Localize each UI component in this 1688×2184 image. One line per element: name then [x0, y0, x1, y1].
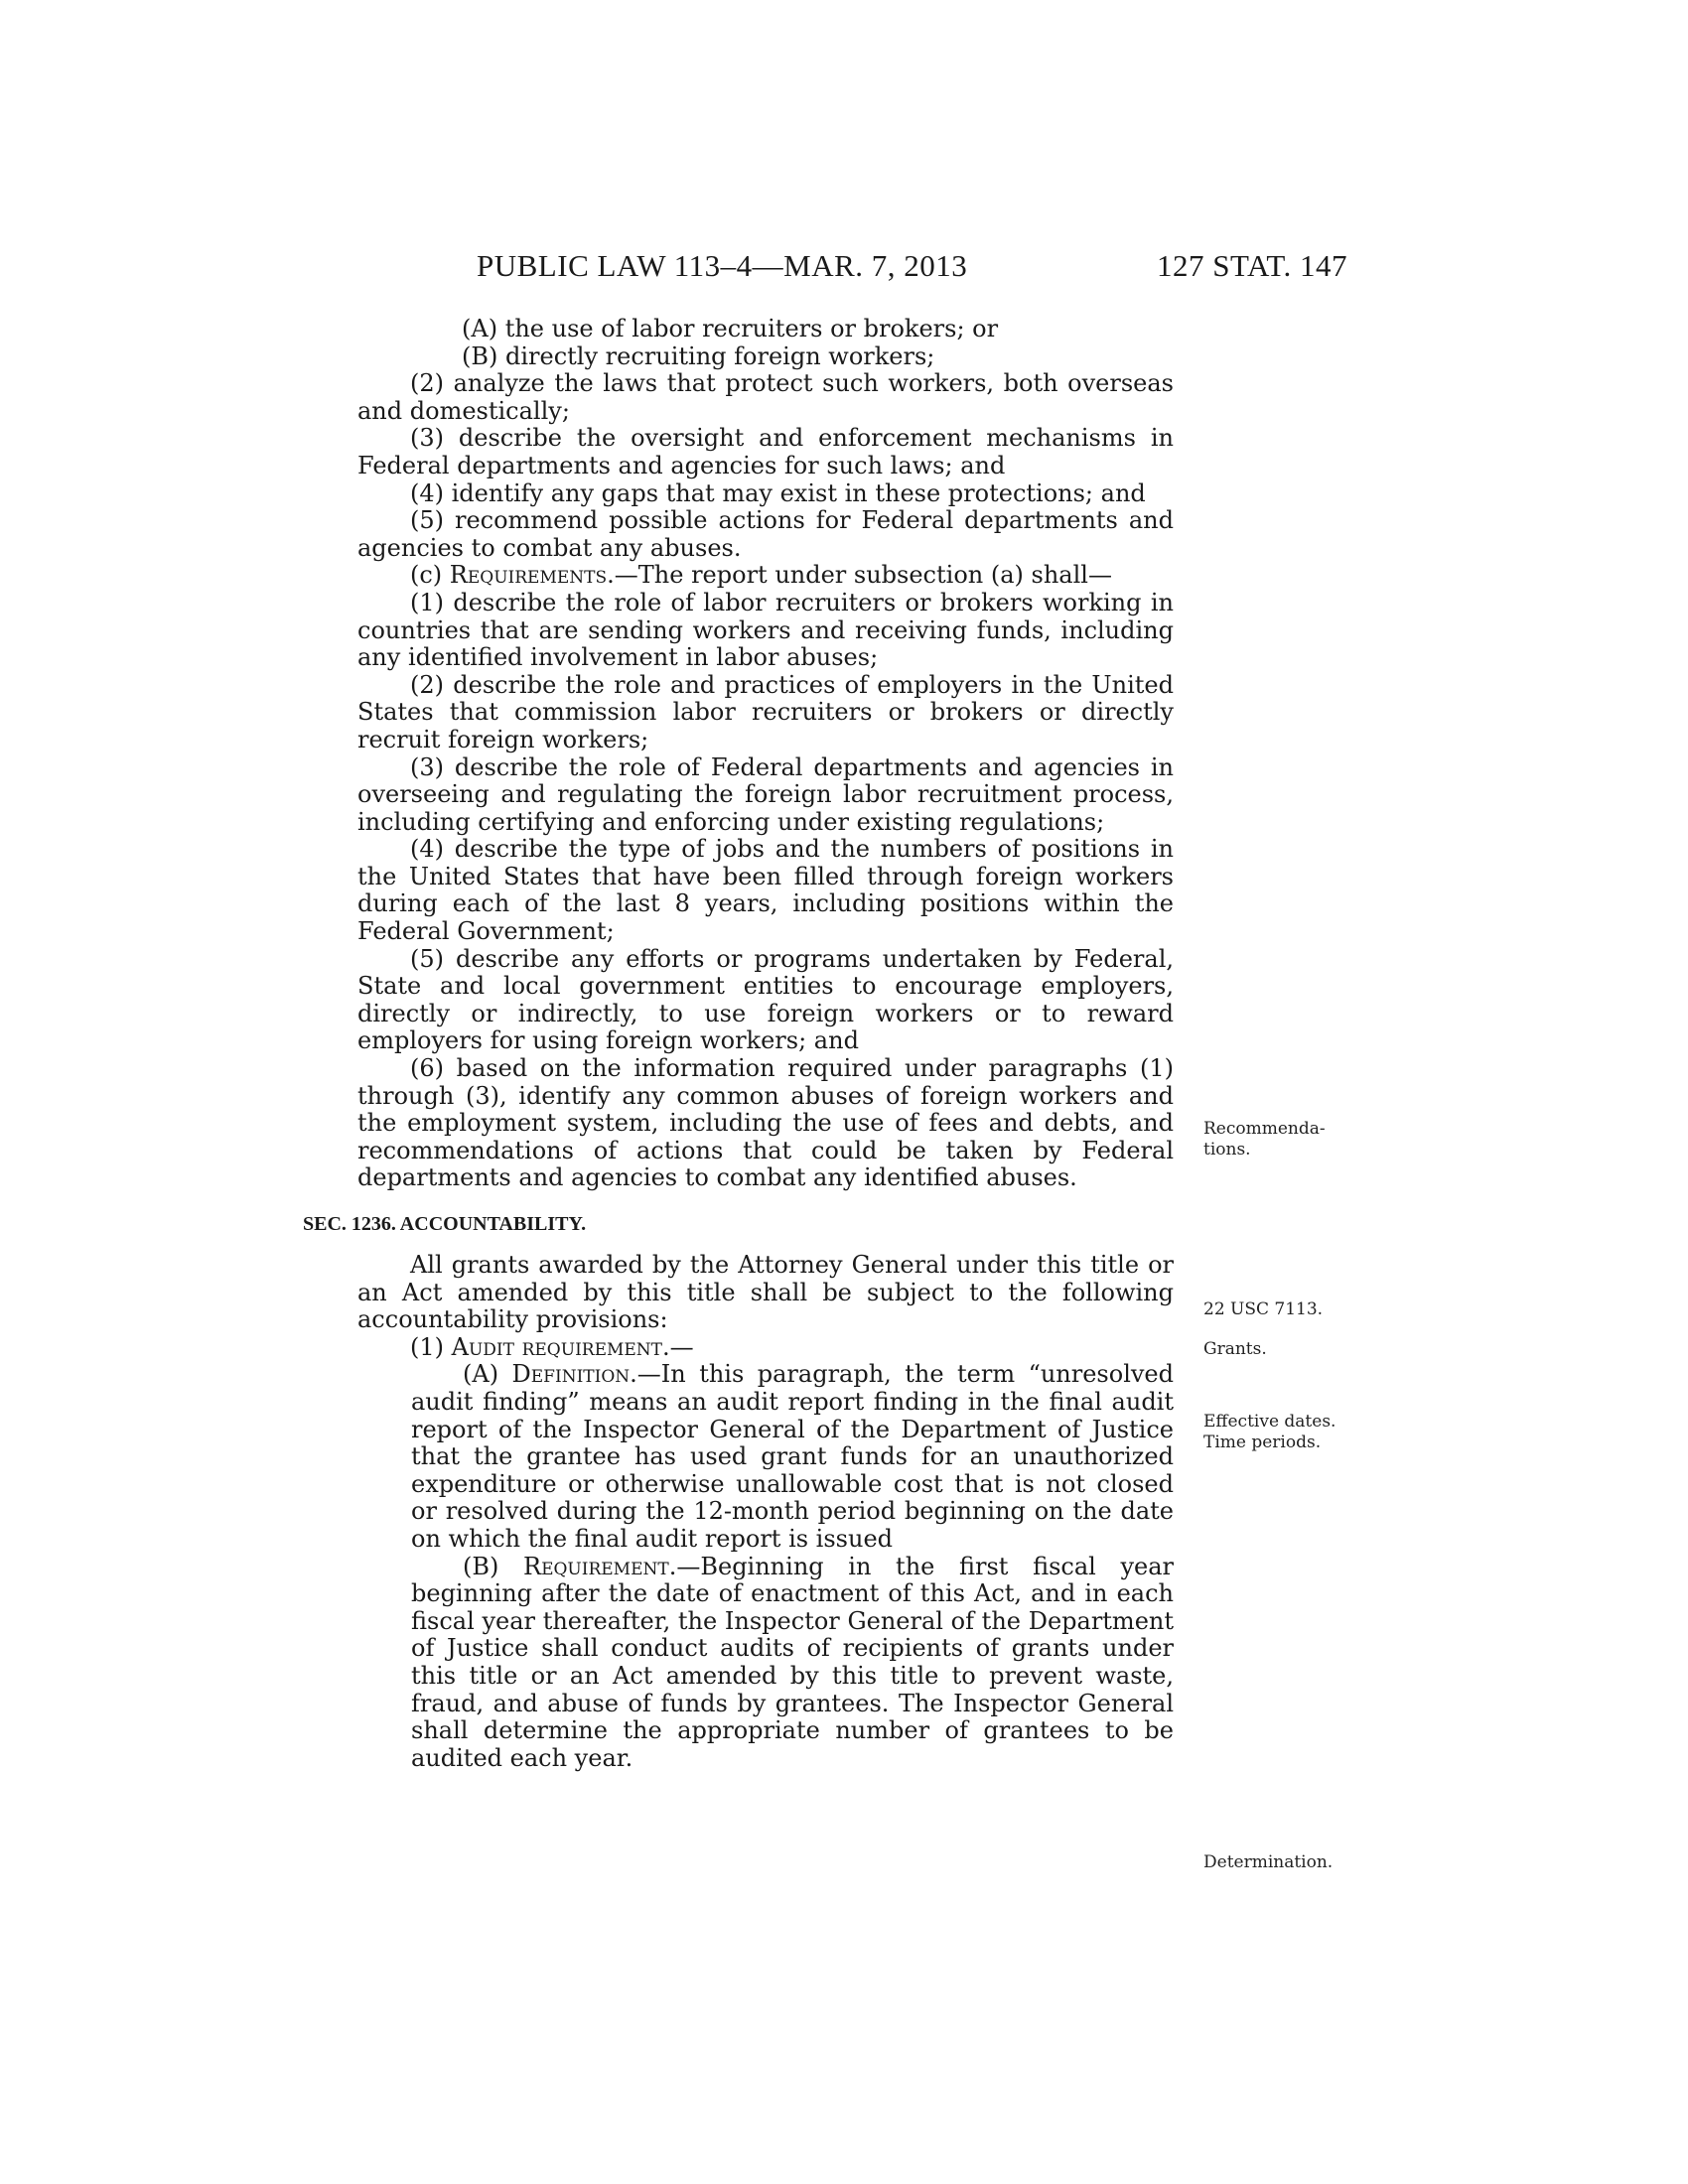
subsection-c-number: (c): [410, 561, 450, 590]
paragraph-3: (3) describe the oversight and enforcement mechanisms in Federal departments and agencies for such laws; and: [357, 424, 1174, 479]
section-intro: All grants awarded by the Attorney General under this title or an Act amended by this title shall be subject to the following accountability provisions:: [357, 1251, 1174, 1334]
definition-paragraph: [411, 1361, 1174, 1553]
audit-dash: .—: [662, 1332, 694, 1361]
requirement-4: (4) describe the type of jobs and the numbers of positions in the United States that have been filled through foreign workers during each of the last 8 years, including positions within the Federal Government;: [357, 835, 1174, 946]
definition-number: (A): [463, 1360, 512, 1389]
margin-note-recommendations: [1203, 1119, 1362, 1160]
audit-number: (1): [410, 1332, 452, 1361]
margin-note-recommendations-line2: tions.: [1203, 1140, 1251, 1160]
definition-text: .—In this paragraph, the term “unresolved audit finding” means an audit report finding in the final audit report of the Inspector General of the Department of Justice that the grantee has used grant funds for an unauthorized expenditure or otherwise unallowable cost that is not closed or resolved during the 12-month period beginning on the date on which the final audit report is issued: [411, 1360, 1174, 1553]
paragraph-5: (5) recommend possible actions for Federal departments and agencies to combat any abuses.: [357, 506, 1174, 562]
audit-requirement: [357, 1334, 1174, 1362]
document-body: [0, 316, 1688, 1772]
margin-note-grants: Grants.: [1203, 1339, 1267, 1359]
margin-note-time-periods: Time periods.: [1203, 1433, 1322, 1452]
requirement-6: (6) based on the information required under paragraphs (1) through (3), identify any common abuses of foreign workers and the employment system, including the use of fees and debts, and recommendations of actions that could be taken by Federal departments and agencies to combat any identified abuses.: [357, 1054, 1174, 1192]
requirement-1: (1) describe the role of labor recruiters or brokers working in countries that are sending workers and receiving funds, including any identified involvement in labor abuses;: [357, 588, 1174, 672]
paragraph-a: (A) the use of labor recruiters or brokers; or: [462, 315, 999, 342]
subsection-c-label: Requirements: [449, 561, 608, 590]
paragraph-2: (2) analyze the laws that protect such workers, both overseas and domestically;: [357, 369, 1174, 425]
requirement-number: (B): [463, 1552, 524, 1580]
subsection-c-text: .—The report under subsection (a) shall—: [607, 561, 1112, 590]
requirement-3: (3) describe the role of Federal departments and agencies in overseeing and regulating the foreign labor recruitment process, including certifying and enforcing under existing regulations;: [357, 752, 1174, 836]
definition-label: Definition: [511, 1360, 631, 1389]
margin-note-effective-dates: [1203, 1412, 1362, 1453]
margin-note-effective-dates-line: Effective dates.: [1203, 1412, 1336, 1432]
requirement-paragraph: [411, 1554, 1174, 1773]
requirement-5: (5) describe any efforts or programs undertaken by Federal, State and local government entities to encourage employers, directly or indirectly, to use foreign workers or to reward employers for using foreign workers; and: [357, 944, 1174, 1055]
requirement-label: Requirement: [523, 1552, 669, 1580]
statute-page-number: 127 STAT. 147: [1157, 248, 1348, 283]
margin-note-usc: 22 USC 7113.: [1203, 1299, 1324, 1319]
subsection-c: [357, 562, 1174, 590]
section-heading: SEC. 1236. ACCOUNTABILITY.: [303, 1213, 587, 1235]
margin-note-recommendations-line1: Recommenda-: [1203, 1119, 1326, 1139]
margin-note-determination: Determination.: [1203, 1852, 1334, 1872]
running-title: PUBLIC LAW 113–4—MAR. 7, 2013: [477, 248, 968, 283]
paragraph-4: (4) identify any gaps that may exist in these protections; and: [410, 478, 1146, 507]
requirement-text: .—Beginning in the first fiscal year beginning after the date of enactment of this Act, and in each fiscal year thereafter, the Inspector General of the Department of Justice shall conduct audits of recipients of grants under this title or an Act amended by this title to prevent waste, fraud, and abuse of funds by grantees. The Inspector General shall determine the appropriate number of grantees to be audited each year.: [411, 1552, 1175, 1772]
page-header: [0, 248, 1688, 288]
audit-label: Audit requirement: [451, 1332, 663, 1361]
paragraph-b: (B) directly recruiting foreign workers;: [462, 341, 935, 370]
requirement-2: (2) describe the role and practices of employers in the United States that commission labor recruiters or brokers or directly recruit foreign workers;: [357, 670, 1174, 753]
